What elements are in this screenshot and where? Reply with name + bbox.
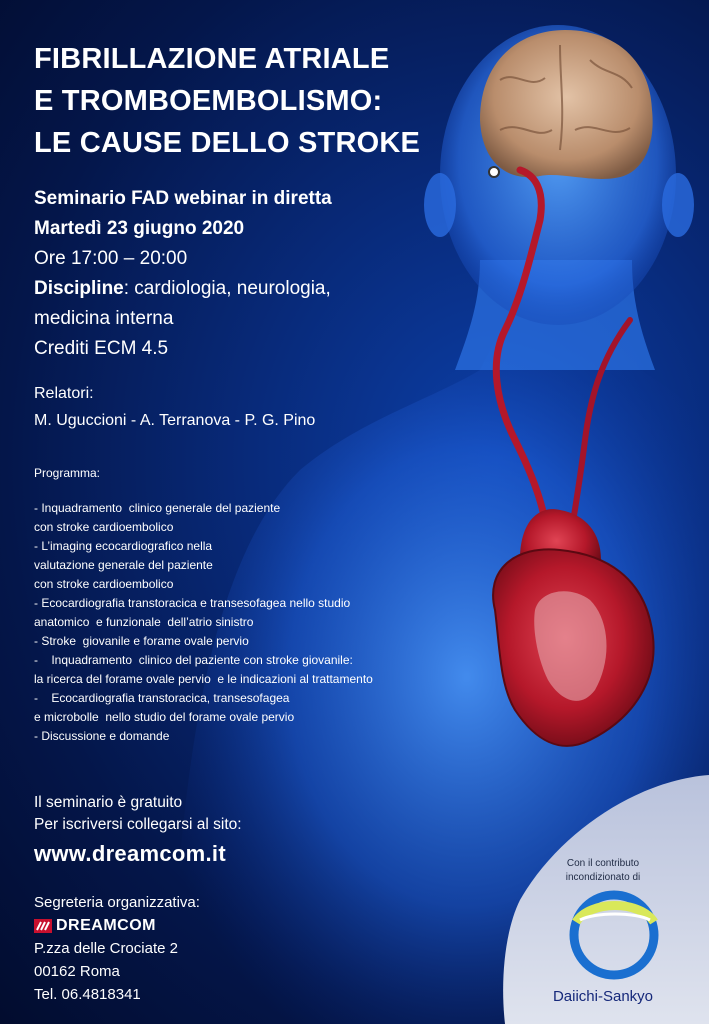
speakers-label: Relatori: [34, 385, 94, 402]
program-label: Programma: [34, 466, 101, 480]
secretariat [34, 891, 200, 1006]
event-type: Seminario FAD webinar in diretta [34, 188, 332, 209]
program-item: - Inquadramento clinico del paziente con stroke giovanile: [34, 653, 353, 667]
event-credits: Crediti ECM 4.5 [34, 338, 169, 359]
program-item: - Ecocardiografia transtoracica e transesofagea nello studio [34, 596, 351, 610]
right-ear [662, 173, 694, 237]
title-line-1: FIBRILLAZIONE ATRIALE [34, 43, 390, 75]
disciplines-label: Discipline [34, 278, 124, 299]
address-line-2: 00162 Roma [34, 963, 120, 980]
brain-image [480, 30, 653, 179]
left-ear [424, 173, 456, 237]
program-item: e microbolle nello studio del forame ovale pervio [34, 710, 295, 724]
sponsor-line-1: Con il contributo [566, 858, 640, 869]
program-item: - Discussione e domande [34, 729, 170, 743]
dreamcom-icon [34, 919, 52, 933]
program-item: valutazione generale del paziente [34, 558, 213, 572]
registration-info [34, 792, 242, 836]
program-item: - Inquadramento clinico generale del paziente [34, 501, 281, 515]
address-line-1: P.zza delle Crociate 2 [34, 940, 178, 957]
program-item: con stroke cardioembolico [34, 520, 174, 534]
event-time: Ore 17:00 – 20:00 [34, 248, 188, 269]
secretariat-label: Segreteria organizzativa: [34, 894, 200, 911]
event-date: Martedì 23 giugno 2020 [34, 218, 245, 239]
event-disciplines [34, 274, 332, 304]
speakers-names: M. Uguccioni - A. Terranova - P. G. Pino [34, 412, 316, 429]
sponsor-note [528, 857, 678, 885]
disciplines-list: : cardiologia, neurologia, [123, 278, 331, 299]
website-link[interactable]: www.dreamcom.it [34, 841, 226, 866]
program-item: anatomico e funzionale dell’atrio sinistro [34, 615, 254, 629]
event-info [34, 184, 332, 364]
program-item: la ricerca del forame ovale pervio e le indicazioni al trattamento [34, 672, 373, 686]
dreamcom-name: DREAMCOM [56, 917, 156, 934]
program-item: - Ecocardiografia transtoracica, transesofagea [34, 691, 290, 705]
program-item: - L’imaging ecocardiografico nella [34, 539, 213, 553]
title-line-2: E TROMBOEMBOLISMO: [34, 85, 383, 117]
disciplines-list-2: medicina interna [34, 308, 174, 329]
title-line-3: LE CAUSE DELLO STROKE [34, 127, 421, 159]
sponsor-name: Daiichi-Sankyo [552, 988, 654, 1005]
registration-instruction: Per iscriversi collegarsi al sito: [34, 816, 242, 833]
free-notice: Il seminario è gratuito [34, 794, 183, 811]
poster-title [34, 38, 420, 164]
program-item: - Stroke giovanile e forame ovale pervio [34, 634, 249, 648]
speakers [34, 380, 315, 434]
program-list [34, 499, 373, 746]
dreamcom-logo [34, 914, 200, 937]
sponsor-line-2: incondizionato di [565, 872, 641, 883]
phone-number: Tel. 06.4818341 [34, 986, 141, 1003]
clot-marker [489, 167, 499, 177]
program-item: con stroke cardioembolico [34, 577, 174, 591]
